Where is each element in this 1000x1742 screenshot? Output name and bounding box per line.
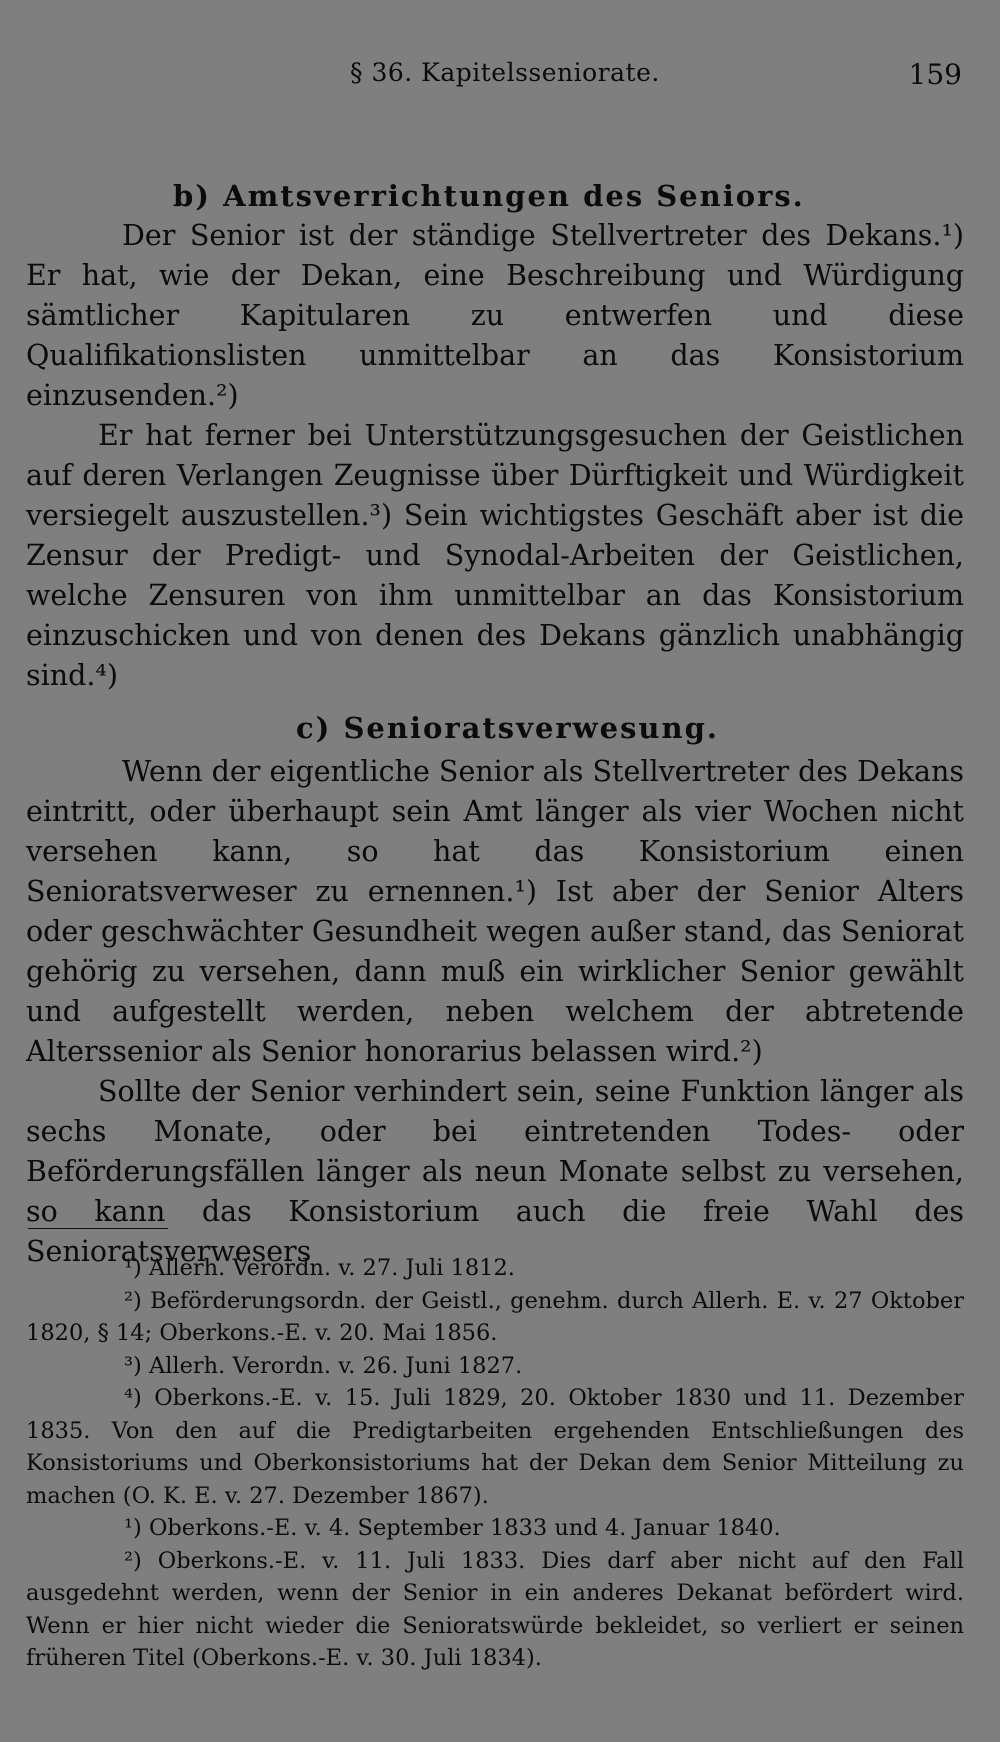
footnote-divider [28, 1228, 168, 1229]
footnote: ²) Beförderungsordn. der Geistl., genehm. durch Allerh. E. v. 27 Oktober 1820, § 14; Oberkons.-E. v. 20. Mai 1856. [26, 1287, 964, 1346]
section-heading-b: b) Amtsverrichtungen des Seniors. [173, 179, 805, 213]
paragraph: Er hat ferner bei Unterstützungsgesuchen der Geistlichen auf deren Verlangen Zeugnisse über Dürftigkeit und Würdigkeit versiegelt auszustellen.³) Sein wichtigstes Geschäft aber ist die Zensur der Predigt- und Synodal-Arbeiten der Geistlichen, welche Zensuren von ihm unmittelbar an das Konsistorium einzuschicken und von denen des Dekans gänzlich unabhängig sind.⁴) [26, 419, 964, 692]
footnote: ²) Oberkons.-E. v. 11. Juli 1833. Dies darf aber nicht auf den Fall ausgedehnt werden, wenn der Senior in ein anderes Dekanat befördert wird. Wenn er hier nicht wieder die Senioratswürde bekleidet, so verliert er seinen früheren Titel (Oberkons.-E. v. 30. Juli 1834). [26, 1547, 964, 1671]
page-number: 159 [908, 58, 962, 91]
footnote: ⁴) Oberkons.-E. v. 15. Juli 1829, 20. Oktober 1830 und 11. Dezember 1835. Von den auf die Predigtarbeiten ergehenden Entschließungen des Konsistoriums und Oberkonsistoriums hat der Dekan dem Senior Mitteilung zu machen (O. K. E. v. 27. Dezember 1867). [26, 1385, 964, 1509]
page-header [28, 58, 962, 98]
footnotes [26, 1252, 964, 1675]
section-heading-c: c) Senioratsverwesung. [296, 711, 719, 745]
paragraph: Wenn der eigentliche Senior als Stellvertreter des Dekans eintritt, oder überhaupt sein Amt länger als vier Wochen nicht versehen kann, so hat das Konsistorium einen Senioratsverweser zu ernennen.¹) Ist aber der Senior Alters oder geschwächter Gesundheit wegen außer stand, das Seniorat gehörig zu versehen, dann muß ein wirklicher Senior gewählt und aufgestellt werden, neben welchem der abtretende Alterssenior als Senior honorarius belassen wird.²) [26, 755, 964, 1068]
footnote: ³) Allerh. Verordn. v. 26. Juni 1827. [124, 1352, 523, 1379]
footnote: ¹) Allerh. Verordn. v. 27. Juli 1812. [124, 1255, 515, 1281]
main-text [26, 176, 964, 1272]
paragraph: Sollte der Senior verhindert sein, seine Funktion länger als sechs Monate, oder bei eintretenden Todes- oder Beförderungsfällen länger als neun Monate selbst zu versehen, so kann das Konsistorium auch die freie Wahl des Senioratsverwesers [26, 1075, 964, 1268]
running-title: § 36. Kapitelsseniorate. [350, 58, 660, 87]
footnote: ¹) Oberkons.-E. v. 4. September 1833 und 4. Januar 1840. [124, 1515, 781, 1541]
paragraph: Der Senior ist der ständige Stellvertreter des Dekans.¹) Er hat, wie der Dekan, eine Beschreibung und Würdigung sämtlicher Kapitularen zu entwerfen und diese Qualifikationslisten unmittelbar an das Konsistorium einzusenden.²) [26, 219, 964, 412]
